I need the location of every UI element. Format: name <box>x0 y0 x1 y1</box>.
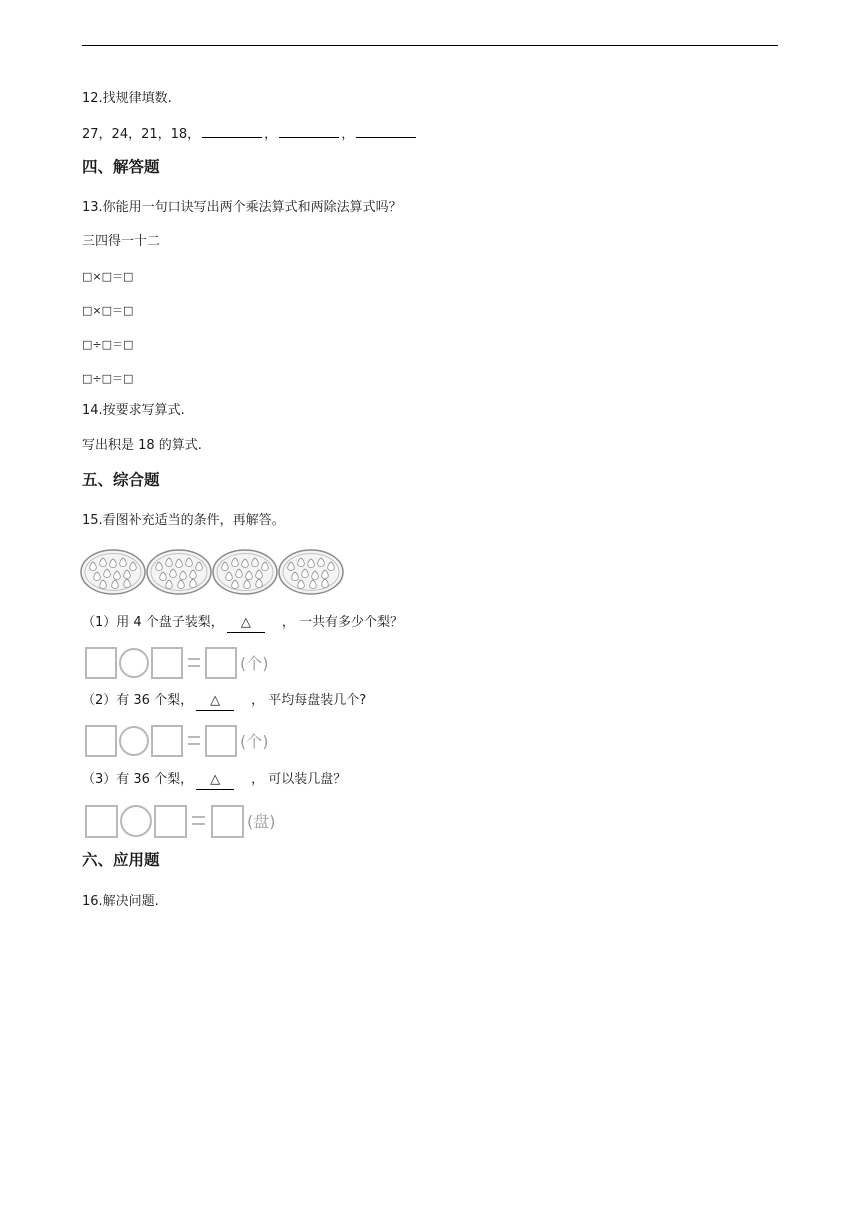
equation-template <box>84 723 284 759</box>
answer-blank[interactable] <box>356 125 416 138</box>
q12-prompt: 12.找规律填数. <box>82 91 172 106</box>
equation-template <box>84 802 294 840</box>
part-text: （1）用 4 个盘子装梨， <box>82 615 224 630</box>
q13-rhyme: 三四得一十二 <box>82 234 161 249</box>
q15-part-1 <box>82 614 403 633</box>
q15-prompt: 15.看图补充适当的条件，再解答。 <box>82 513 285 528</box>
triangle-blank[interactable]: △ <box>227 614 265 633</box>
equation-line: □÷□＝□ <box>82 372 134 385</box>
unit-label: (个) <box>240 732 269 751</box>
equation-template <box>84 645 284 681</box>
q15-part-2 <box>82 692 366 711</box>
unit-label: (盘) <box>247 812 276 831</box>
q14-prompt: 14.按要求写算式. <box>82 403 185 418</box>
equation-line: □×□＝□ <box>82 304 134 317</box>
triangle-blank[interactable]: △ <box>196 692 234 711</box>
equation-line: □×□＝□ <box>82 270 134 283</box>
part-text: （3）有 36 个梨， <box>82 772 194 787</box>
q16-prompt: 16.解决问题. <box>82 894 159 909</box>
q14-detail: 写出积是 18 的算式. <box>82 438 202 453</box>
q13-prompt: 13.你能用一句口诀写出两个乘法算式和两除法算式吗？ <box>82 200 402 215</box>
equation-line: □÷□＝□ <box>82 338 134 351</box>
unit-label: (个) <box>240 654 269 673</box>
q12-sequence-line <box>82 125 418 144</box>
answer-blank[interactable] <box>202 125 262 138</box>
q15-part-3 <box>82 771 346 790</box>
section-title: 四、解答题 <box>82 158 160 176</box>
part-question: ， 一共有多少个梨？ <box>281 615 403 630</box>
plates-of-pears-image <box>80 547 346 597</box>
answer-blank[interactable] <box>279 125 339 138</box>
q12-sequence: 27，24，21，18， <box>82 127 201 142</box>
part-text: （2）有 36 个梨， <box>82 693 194 708</box>
triangle-blank[interactable]: △ <box>196 771 234 790</box>
part-question: ， 可以装几盘？ <box>251 772 347 787</box>
section-title: 六、应用题 <box>82 851 160 869</box>
separator: ， <box>341 127 355 142</box>
header-rule <box>82 45 778 46</box>
section-title: 五、综合题 <box>82 471 160 489</box>
separator: ， <box>264 127 278 142</box>
part-question: ， 平均每盘装几个? <box>251 693 367 708</box>
